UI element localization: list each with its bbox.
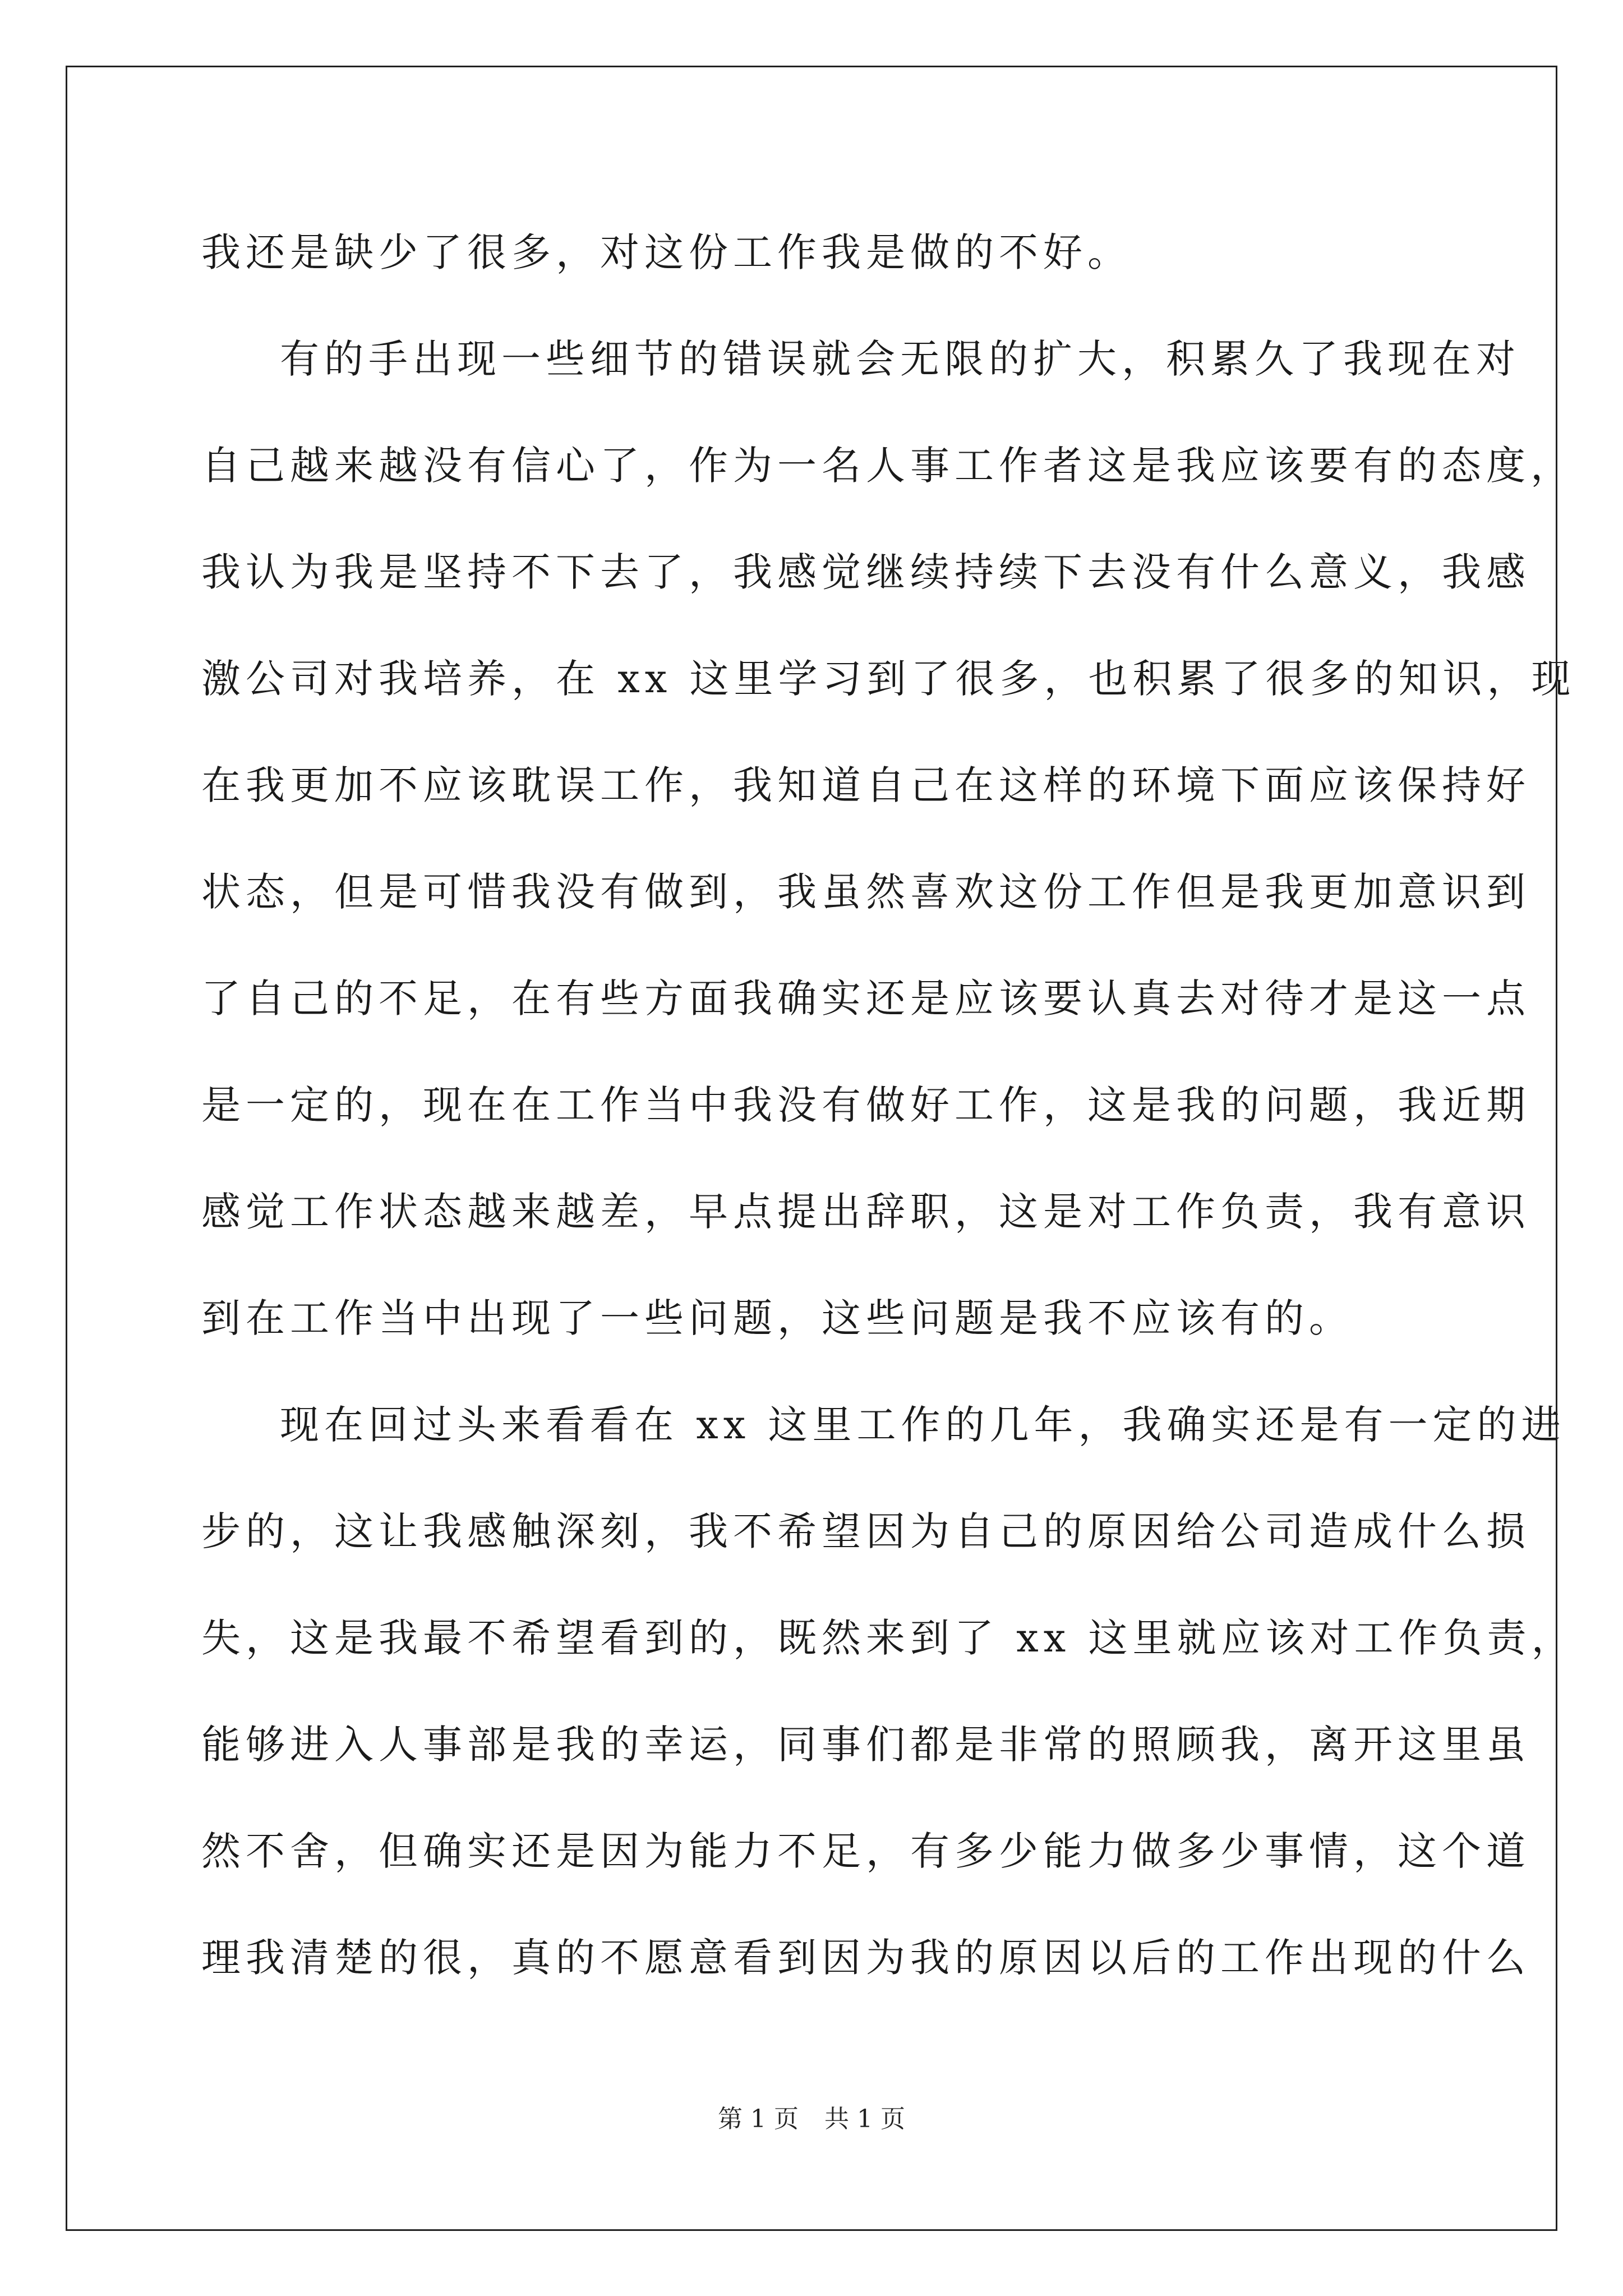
text-line: 感觉工作状态越来越差，早点提出辞职，这是对工作负责，我有意识 — [201, 1189, 1530, 1235]
text-line: 状态，但是可惜我没有做到，我虽然喜欢这份工作但是我更加意识到 — [201, 869, 1530, 915]
text-line: 步的，这让我感触深刻，我不希望因为自己的原因给公司造成什么损 — [201, 1508, 1530, 1554]
page-total: 共 1 页 — [824, 2105, 905, 2133]
page-footer — [0, 2102, 1623, 2136]
page-number: 第 1 页 — [718, 2105, 799, 2133]
text-line: 理我清楚的很，真的不愿意看到因为我的原因以后的工作出现的什么 — [201, 1935, 1530, 1981]
text-line: 自己越来越没有信心了，作为一名人事工作者这是我应该要有的态度， — [201, 443, 1575, 489]
text-line: 是一定的，现在在工作当中我没有做好工作，这是我的问题，我近期 — [201, 1082, 1530, 1128]
text-line: 然不舍，但确实还是因为能力不足，有多少能力做多少事情，这个道 — [201, 1828, 1530, 1874]
text-line: 了自己的不足，在有些方面我确实还是应该要认真去对待才是这一点 — [201, 976, 1530, 1022]
text-line: 在我更加不应该耽误工作，我知道自己在这样的环境下面应该保持好 — [201, 762, 1530, 808]
text-line: 我还是缺少了很多，对这份工作我是做的不好。 — [201, 229, 1132, 275]
text-line: 失，这是我最不希望看到的，既然来到了 xx 这里就应该对工作负责， — [201, 1615, 1576, 1661]
text-line: 能够进入人事部是我的幸运，同事们都是非常的照顾我，离开这里虽 — [201, 1722, 1530, 1768]
text-line: 激公司对我培养，在 xx 这里学习到了很多，也积累了很多的知识，现 — [201, 656, 1576, 702]
page-border — [66, 66, 1557, 2231]
paragraph-first-line: 现在回过头来看看在 xx 这里工作的几年，我确实还是有一定的进 — [280, 1402, 1566, 1448]
text-line: 我认为我是坚持不下去了，我感觉继续持续下去没有什么意义，我感 — [201, 549, 1530, 595]
paragraph-first-line: 有的手出现一些细节的错误就会无限的扩大，积累久了我现在对 — [280, 336, 1520, 382]
text-line: 到在工作当中出现了一些问题，这些问题是我不应该有的。 — [201, 1295, 1353, 1341]
